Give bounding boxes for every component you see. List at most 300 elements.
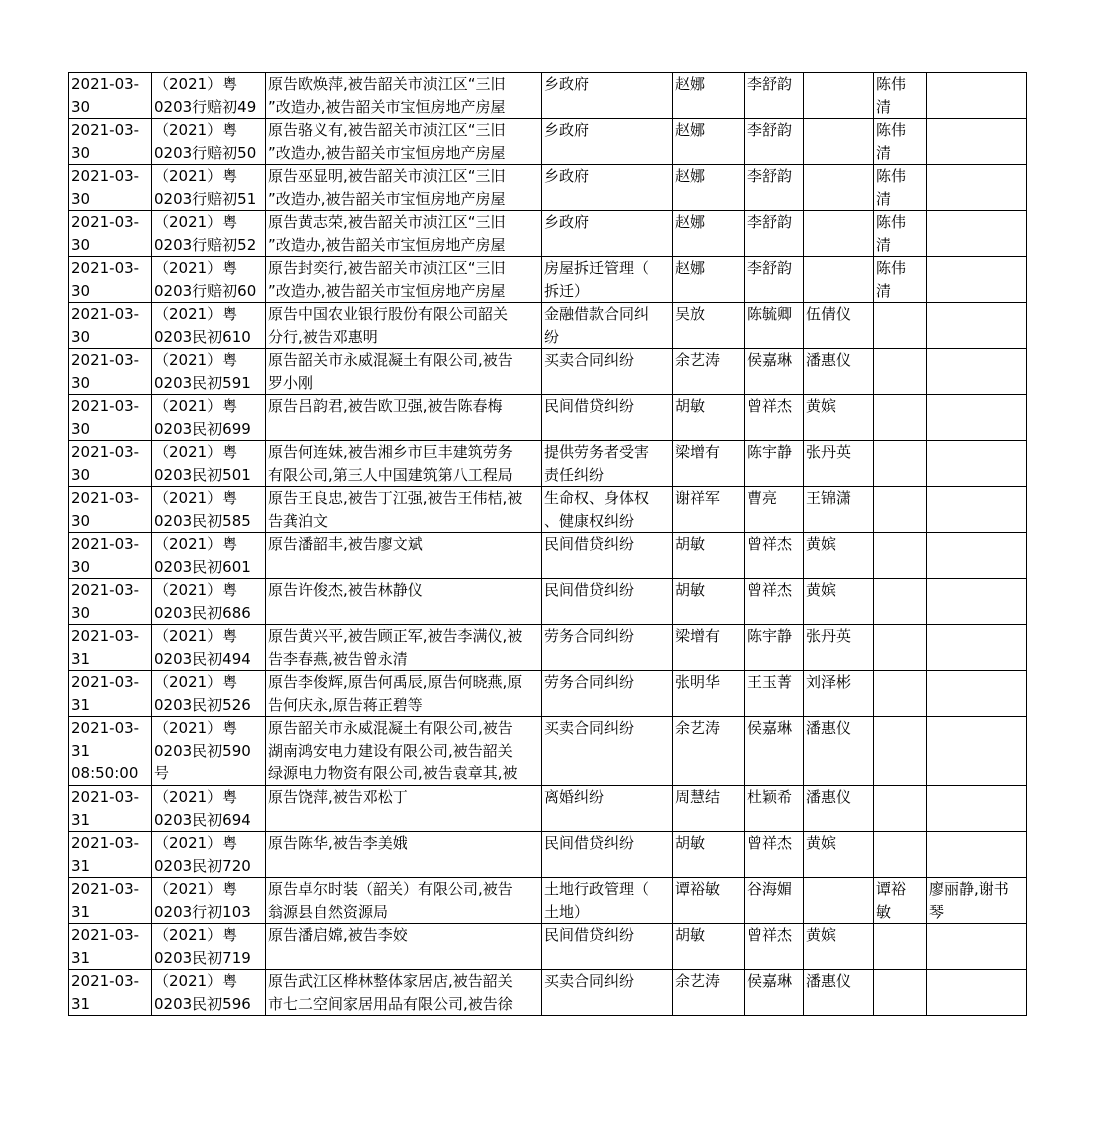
cell-case-no [152, 786, 266, 832]
cell-case-no [152, 211, 266, 257]
table-row [69, 73, 1027, 119]
cell-cause [542, 533, 673, 579]
cell-cause [542, 832, 673, 878]
cell-case-no [152, 717, 266, 786]
cell-text [929, 717, 1024, 785]
cell-text: 张明华 [675, 673, 721, 691]
cell-text: （2021）粤 0203民初719 [154, 926, 251, 967]
cell-text [806, 211, 871, 256]
cell-text: 2021-03- 31 [71, 788, 140, 829]
cell-judge [673, 257, 745, 303]
cell-member2 [804, 73, 874, 119]
cell-text: （2021）粤 0203民初601 [154, 535, 251, 576]
cell-date [69, 579, 152, 625]
cell-text: 刘泽彬 [806, 673, 852, 691]
cell-text: （2021）粤 0203民初610 [154, 305, 251, 346]
cell-text [929, 924, 1024, 969]
cell-text: 吴放 [675, 305, 706, 323]
cell-text: 李舒韵 [747, 213, 793, 231]
cell-member1 [745, 786, 804, 832]
cell-text: 廖丽静,谢书 琴 [929, 880, 1009, 921]
cell-text: （2021）粤 0203行赔初50 [154, 121, 257, 162]
cell-member2 [804, 717, 874, 786]
cell-text: 胡敏 [675, 834, 706, 852]
cell-text: 原告李俊辉,原告何禹辰,原告何晓燕,原 告何庆永,原告蒋正碧等 [268, 673, 523, 714]
cell-cause [542, 625, 673, 671]
cell-member3 [874, 257, 927, 303]
cell-case-no [152, 579, 266, 625]
cell-text: 2021-03- 30 [71, 581, 140, 622]
cell-date [69, 441, 152, 487]
cell-date [69, 165, 152, 211]
cell-text: 胡敏 [675, 535, 706, 553]
cell-member2 [804, 832, 874, 878]
cell-text: 黄嫔 [806, 581, 837, 599]
cell-date [69, 211, 152, 257]
cell-text: 2021-03- 31 08:50:00 [71, 719, 140, 782]
cell-member4 [927, 211, 1027, 257]
cell-case-no [152, 625, 266, 671]
cell-text [876, 579, 924, 624]
table-row [69, 119, 1027, 165]
cell-member1 [745, 303, 804, 349]
table-row [69, 349, 1027, 395]
cell-member4 [927, 349, 1027, 395]
cell-text: 2021-03- 30 [71, 167, 140, 208]
cell-text [929, 487, 1024, 532]
cell-member2 [804, 970, 874, 1016]
cell-text: 原告武江区桦林整体家居店,被告韶关 市七二空间家居用品有限公司,被告徐 [268, 972, 513, 1013]
cell-member1 [745, 395, 804, 441]
cell-member2 [804, 349, 874, 395]
cell-case-no [152, 395, 266, 441]
cell-judge [673, 441, 745, 487]
cell-member1 [745, 671, 804, 717]
cell-member2 [804, 579, 874, 625]
cell-member3 [874, 878, 927, 924]
cell-text: （2021）粤 0203民初686 [154, 581, 251, 622]
cell-text: 李舒韵 [747, 75, 793, 93]
cell-text: 潘惠仪 [806, 788, 852, 806]
cell-case-no [152, 487, 266, 533]
cell-case-no [152, 671, 266, 717]
cell-judge [673, 487, 745, 533]
cell-text: 周慧结 [675, 788, 721, 806]
table-row [69, 395, 1027, 441]
cell-text: 2021-03- 31 [71, 972, 140, 1013]
cell-text: 2021-03- 31 [71, 673, 140, 714]
cell-judge [673, 579, 745, 625]
cell-date [69, 487, 152, 533]
cell-member2 [804, 257, 874, 303]
table-row [69, 579, 1027, 625]
cell-text: 侯嘉琳 [747, 351, 793, 369]
cell-member2 [804, 119, 874, 165]
cell-member4 [927, 487, 1027, 533]
cell-text: 原告饶萍,被告邓松丁 [268, 788, 408, 806]
cell-member3 [874, 832, 927, 878]
cell-text: 赵娜 [675, 121, 706, 139]
cell-date [69, 970, 152, 1016]
cell-text: 陈伟 清 [876, 213, 907, 254]
table-row [69, 970, 1027, 1016]
cell-text: 曾祥杰 [747, 926, 793, 944]
cell-text: 原告封奕行,被告韶关市浈江区“三旧 ”改造办,被告韶关市宝恒房地产房屋 [268, 259, 506, 300]
cell-cause [542, 878, 673, 924]
cell-text: 原告潘韶丰,被告廖文斌 [268, 535, 423, 553]
cell-text: （2021）粤 0203民初494 [154, 627, 251, 668]
table-row [69, 717, 1027, 786]
cell-text: 陈伟 清 [876, 259, 907, 300]
cell-text [876, 786, 924, 831]
cell-parties [266, 832, 542, 878]
cell-text: 原告卓尔时装（韶关）有限公司,被告 翁源县自然资源局 [268, 880, 513, 921]
cell-member3 [874, 441, 927, 487]
cell-member2 [804, 625, 874, 671]
cell-member2 [804, 533, 874, 579]
cell-member4 [927, 119, 1027, 165]
cell-parties [266, 395, 542, 441]
cell-member2 [804, 211, 874, 257]
cell-member1 [745, 533, 804, 579]
cell-case-no [152, 832, 266, 878]
cell-date [69, 303, 152, 349]
cell-text: （2021）粤 0203民初501 [154, 443, 251, 484]
cell-text: 2021-03- 30 [71, 351, 140, 392]
cell-parties [266, 73, 542, 119]
cell-case-no [152, 257, 266, 303]
cell-text [929, 303, 1024, 348]
cell-text [929, 786, 1024, 831]
cell-parties [266, 119, 542, 165]
cell-text: 原告何连妹,被告湘乡市巨丰建筑劳务 有限公司,第三人中国建筑第八工程局 [268, 443, 513, 484]
cell-member3 [874, 579, 927, 625]
cell-judge [673, 970, 745, 1016]
cell-text: 2021-03- 31 [71, 926, 140, 967]
cell-member4 [927, 303, 1027, 349]
cell-date [69, 349, 152, 395]
court-schedule-table [68, 72, 1027, 1016]
cell-member3 [874, 303, 927, 349]
cell-parties [266, 970, 542, 1016]
cell-text: （2021）粤 0203行赔初52 [154, 213, 257, 254]
cell-text: 离婚纠纷 [544, 788, 605, 806]
cell-parties [266, 786, 542, 832]
cell-text [929, 832, 1024, 877]
cell-date [69, 924, 152, 970]
cell-parties [266, 717, 542, 786]
cell-member4 [927, 73, 1027, 119]
cell-text [929, 395, 1024, 440]
cell-case-no [152, 73, 266, 119]
cell-date [69, 671, 152, 717]
cell-judge [673, 211, 745, 257]
cell-case-no [152, 878, 266, 924]
cell-text: 原告王良忠,被告丁江强,被告王伟桔,被 告龚泊文 [268, 489, 523, 530]
cell-member4 [927, 395, 1027, 441]
cell-cause [542, 73, 673, 119]
cell-text [806, 119, 871, 164]
table-row [69, 211, 1027, 257]
cell-text: 2021-03- 30 [71, 75, 140, 116]
cell-text: 陈宇静 [747, 443, 793, 461]
cell-text: （2021）粤 0203民初585 [154, 489, 251, 530]
cell-judge [673, 671, 745, 717]
cell-text: 原告黄志荣,被告韶关市浈江区“三旧 ”改造办,被告韶关市宝恒房地产房屋 [268, 213, 506, 254]
cell-member1 [745, 211, 804, 257]
cell-text: 曹亮 [747, 489, 778, 507]
cell-text: 杜颖希 [747, 788, 793, 806]
cell-parties [266, 211, 542, 257]
cell-member1 [745, 625, 804, 671]
cell-text: 原告巫显明,被告韶关市浈江区“三旧 ”改造办,被告韶关市宝恒房地产房屋 [268, 167, 506, 208]
cell-text [929, 211, 1024, 256]
cell-text: 余艺涛 [675, 972, 721, 990]
cell-cause [542, 119, 673, 165]
cell-judge [673, 832, 745, 878]
cell-member2 [804, 165, 874, 211]
cell-case-no [152, 924, 266, 970]
cell-text [929, 73, 1024, 118]
cell-text: （2021）粤 0203行赔初49 [154, 75, 257, 116]
cell-text: 王玉菁 [747, 673, 793, 691]
cell-text: 原告韶关市永威混凝土有限公司,被告 罗小刚 [268, 351, 513, 392]
cell-member3 [874, 487, 927, 533]
cell-parties [266, 441, 542, 487]
cell-member3 [874, 349, 927, 395]
cell-text [929, 119, 1024, 164]
cell-member1 [745, 924, 804, 970]
cell-text [929, 671, 1024, 716]
cell-text [806, 73, 871, 118]
cell-cause [542, 671, 673, 717]
cell-text: 赵娜 [675, 259, 706, 277]
cell-cause [542, 487, 673, 533]
cell-date [69, 73, 152, 119]
cell-text: 买卖合同纠纷 [544, 972, 635, 990]
cell-text: 民间借贷纠纷 [544, 834, 635, 852]
cell-text [876, 832, 924, 877]
cell-text: 乡政府 [544, 121, 590, 139]
cell-member2 [804, 441, 874, 487]
cell-text: 买卖合同纠纷 [544, 351, 635, 369]
cell-member1 [745, 579, 804, 625]
cell-text: 2021-03- 30 [71, 397, 140, 438]
cell-text: 黄嫔 [806, 834, 837, 852]
cell-member1 [745, 257, 804, 303]
cell-member1 [745, 349, 804, 395]
cell-text [806, 165, 871, 210]
cell-text: 2021-03- 31 [71, 880, 140, 921]
cell-text: 2021-03- 30 [71, 535, 140, 576]
cell-text: 劳务合同纠纷 [544, 673, 635, 691]
cell-parties [266, 257, 542, 303]
cell-parties [266, 924, 542, 970]
table-row [69, 832, 1027, 878]
cell-text: 原告黄兴平,被告顾正军,被告李满仪,被 告李春燕,被告曾永清 [268, 627, 523, 668]
cell-member2 [804, 395, 874, 441]
cell-text: （2021）粤 0203行赔初60 [154, 259, 257, 300]
table-row [69, 441, 1027, 487]
cell-member4 [927, 625, 1027, 671]
cell-text: 2021-03- 30 [71, 213, 140, 254]
cell-member3 [874, 924, 927, 970]
cell-judge [673, 73, 745, 119]
cell-member4 [927, 878, 1027, 924]
cell-member3 [874, 119, 927, 165]
cell-text [876, 970, 924, 1015]
cell-date [69, 717, 152, 786]
cell-case-no [152, 119, 266, 165]
cell-text: 谢祥军 [675, 489, 721, 507]
cell-judge [673, 717, 745, 786]
cell-text: 民间借贷纠纷 [544, 926, 635, 944]
cell-text: 谭裕敏 [675, 880, 721, 898]
cell-text [929, 441, 1024, 486]
cell-member2 [804, 786, 874, 832]
cell-cause [542, 211, 673, 257]
cell-text: 买卖合同纠纷 [544, 719, 635, 737]
cell-judge [673, 349, 745, 395]
cell-text: 曾祥杰 [747, 397, 793, 415]
cell-member4 [927, 165, 1027, 211]
cell-text [806, 257, 871, 302]
cell-member1 [745, 441, 804, 487]
cell-text: 劳务合同纠纷 [544, 627, 635, 645]
cell-member2 [804, 878, 874, 924]
table-row [69, 487, 1027, 533]
cell-text: 原告韶关市永威混凝土有限公司,被告 湖南鸿安电力建设有限公司,被告韶关 绿源电力物资有限公司,被告袁章其,被 [268, 719, 518, 782]
cell-text: 李舒韵 [747, 259, 793, 277]
cell-judge [673, 878, 745, 924]
cell-text: （2021）粤 0203民初694 [154, 788, 251, 829]
cell-text: （2021）粤 0203民初720 [154, 834, 251, 875]
cell-text: 原告欧焕萍,被告韶关市浈江区“三旧 ”改造办,被告韶关市宝恒房地产房屋 [268, 75, 506, 116]
cell-text: 侯嘉琳 [747, 719, 793, 737]
cell-text: 民间借贷纠纷 [544, 581, 635, 599]
cell-text [876, 441, 924, 486]
cell-text: 2021-03- 31 [71, 834, 140, 875]
cell-text [876, 671, 924, 716]
cell-cause [542, 165, 673, 211]
cell-text: 伍倩仪 [806, 305, 852, 323]
cell-member4 [927, 970, 1027, 1016]
cell-text: 侯嘉琳 [747, 972, 793, 990]
cell-text: 乡政府 [544, 213, 590, 231]
cell-text: 金融借款合同纠 纷 [544, 305, 650, 346]
cell-text: 胡敏 [675, 397, 706, 415]
cell-member4 [927, 441, 1027, 487]
cell-cause [542, 257, 673, 303]
cell-text: （2021）粤 0203民初699 [154, 397, 251, 438]
cell-member4 [927, 257, 1027, 303]
cell-member2 [804, 487, 874, 533]
cell-date [69, 878, 152, 924]
cell-text: 陈宇静 [747, 627, 793, 645]
cell-text [876, 349, 924, 394]
cell-date [69, 257, 152, 303]
cell-judge [673, 395, 745, 441]
cell-member3 [874, 625, 927, 671]
cell-text [876, 395, 924, 440]
cell-text [929, 257, 1024, 302]
cell-text [876, 625, 924, 670]
cell-text [929, 579, 1024, 624]
cell-cause [542, 924, 673, 970]
cell-text: 陈伟 清 [876, 121, 907, 162]
cell-judge [673, 119, 745, 165]
cell-text: 原告中国农业银行股份有限公司韶关 分行,被告邓惠明 [268, 305, 509, 346]
cell-judge [673, 165, 745, 211]
cell-member1 [745, 73, 804, 119]
cell-case-no [152, 165, 266, 211]
cell-text: 余艺涛 [675, 351, 721, 369]
cell-text: 张丹英 [806, 627, 852, 645]
cell-text: 潘惠仪 [806, 719, 852, 737]
cell-date [69, 533, 152, 579]
cell-text: 2021-03- 30 [71, 305, 140, 346]
cell-text: 原告骆义有,被告韶关市浈江区“三旧 ”改造办,被告韶关市宝恒房地产房屋 [268, 121, 506, 162]
cell-member3 [874, 717, 927, 786]
cell-text: 乡政府 [544, 75, 590, 93]
cell-date [69, 395, 152, 441]
cell-parties [266, 671, 542, 717]
cell-date [69, 625, 152, 671]
cell-case-no [152, 970, 266, 1016]
cell-judge [673, 625, 745, 671]
cell-parties [266, 303, 542, 349]
cell-member3 [874, 165, 927, 211]
cell-member2 [804, 671, 874, 717]
cell-parties [266, 487, 542, 533]
cell-date [69, 119, 152, 165]
cell-member3 [874, 786, 927, 832]
cell-text [876, 303, 924, 348]
cell-judge [673, 533, 745, 579]
cell-text: （2021）粤 0203民初526 [154, 673, 251, 714]
cell-text: 李舒韵 [747, 167, 793, 185]
cell-member1 [745, 832, 804, 878]
cell-text: 谷海媚 [747, 880, 793, 898]
cell-cause [542, 579, 673, 625]
cell-member3 [874, 73, 927, 119]
cell-text: 2021-03- 30 [71, 443, 140, 484]
cell-member4 [927, 786, 1027, 832]
table-row [69, 257, 1027, 303]
cell-text [929, 970, 1024, 1015]
cell-member2 [804, 924, 874, 970]
cell-text: 房屋拆迁管理（ 拆迁） [544, 259, 650, 300]
table-row [69, 165, 1027, 211]
cell-cause [542, 349, 673, 395]
cell-text: 生命权、身体权 、健康权纠纷 [544, 489, 650, 530]
cell-text: 陈伟 清 [876, 167, 907, 208]
table-row [69, 533, 1027, 579]
cell-text: 曾祥杰 [747, 834, 793, 852]
cell-member3 [874, 671, 927, 717]
cell-cause [542, 717, 673, 786]
cell-text: 民间借贷纠纷 [544, 535, 635, 553]
cell-parties [266, 349, 542, 395]
cell-case-no [152, 349, 266, 395]
table-row [69, 924, 1027, 970]
cell-text: 土地行政管理（ 土地） [544, 880, 650, 921]
cell-judge [673, 303, 745, 349]
cell-date [69, 786, 152, 832]
cell-member3 [874, 970, 927, 1016]
cell-member1 [745, 119, 804, 165]
cell-text: 李舒韵 [747, 121, 793, 139]
